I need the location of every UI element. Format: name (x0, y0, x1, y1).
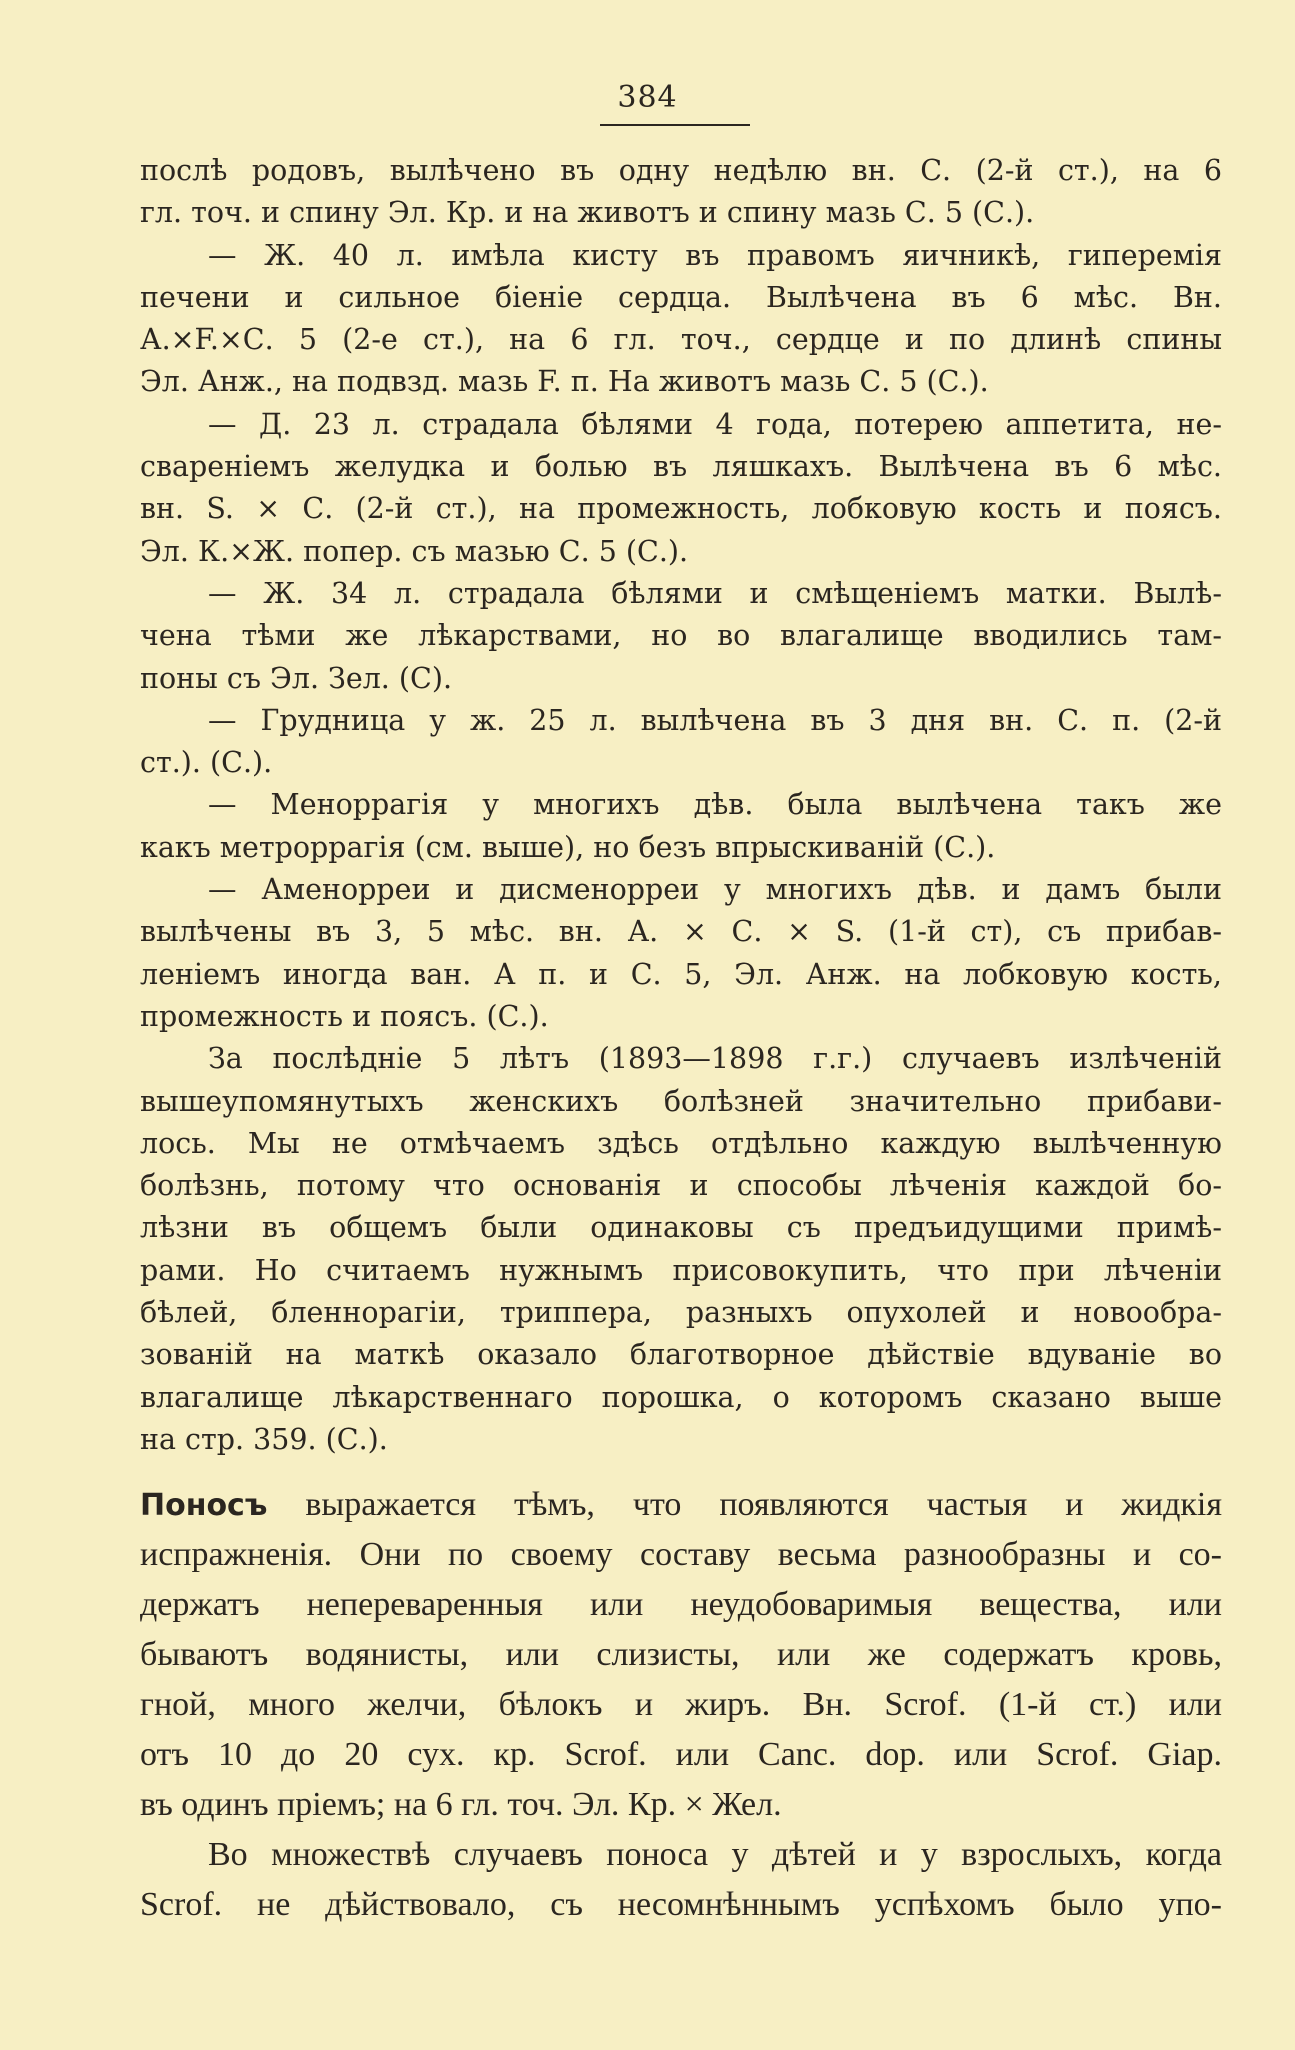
section-gynecology-text (140, 150, 1222, 1461)
text-line: Во множествѣ случаевъ поноса у дѣтей и у взрослыхъ, когда (208, 1836, 1222, 1873)
text-line: гной, много желчи, бѣлокъ и жиръ. Вн. Scrof. (1-й ст.) или (140, 1686, 1222, 1723)
text-line: — Ж. 34 л. страдала бѣлями и смѣщеніемъ матки. Вылѣ- (208, 576, 1222, 610)
text-line: лѣзни въ общемъ были одинаковы съ предъидущими примѣ- (140, 1211, 1222, 1245)
text-line: зованій на маткѣ оказало благотворное дѣйствіе вдуваніе во (140, 1338, 1222, 1372)
text-line: свареніемъ желудка и болью въ ляшкахъ. Вылѣчена въ 6 мѣс. (140, 450, 1222, 484)
text-line: А.×F.×С. 5 (2-е ст.), на 6 гл. точ., сердце и по длинѣ спины (140, 323, 1222, 357)
text-line: вн. S. × С. (2-й ст.), на промежность, лобковую кость и поясъ. (140, 492, 1222, 526)
text-line: — Д. 23 л. страдала бѣлями 4 года, потерею аппетита, не- (208, 407, 1222, 441)
text-line: чена тѣми же лѣкарствами, но во влагалище вводились там- (140, 619, 1222, 653)
text-line: За послѣдніе 5 лѣтъ (1893—1898 г.г.) случаевъ излѣченій (208, 1042, 1222, 1076)
text-line: — Ж. 40 л. имѣла кисту въ правомъ яичникѣ, гиперемія (208, 238, 1222, 272)
text-line: Scrof. не дѣйствовало, съ несомнѣннымъ успѣхомъ было упо- (140, 1886, 1222, 1923)
text-line: послѣ родовъ, вылѣчено въ одну недѣлю вн. С. (2-й ст.), на 6 (140, 154, 1222, 187)
text-line: влагалище лѣкарственнаго порошка, о которомъ сказано выше (140, 1380, 1222, 1414)
text-line: вылѣчены въ 3, 5 мѣс. вн. А. × С. × S. (1-й ст), съ прибав- (140, 915, 1222, 949)
section-heading-word: Поносъ (140, 1488, 268, 1523)
text-line: въ одинъ пріемъ; на 6 гл. точ. Эл. Кр. × Жел. (140, 1786, 782, 1823)
text-line: лось. Мы не отмѣчаемъ здѣсь отдѣльно каждую вылѣченную (140, 1126, 1222, 1160)
text-line: — Меноррагія у многихъ дѣв. была вылѣчена такъ же (208, 788, 1222, 822)
text-line: поны съ Эл. Зел. (С). (140, 661, 453, 695)
text-line: вышеупомянутыхъ женскихъ болѣзней значительно прибави- (140, 1084, 1222, 1118)
text-line: бѣлей, бленнорагіи, триппера, разныхъ опухолей и новообра- (140, 1296, 1222, 1330)
text-line: — Аменорреи и дисменорреи у многихъ дѣв. и дамъ были (208, 873, 1222, 907)
text-line: держатъ непереваренныя или неудобоваримыя вещества, или (140, 1586, 1222, 1623)
text-line: печени и сильное біеніе сердца. Вылѣчена въ 6 мѣс. Вн. (140, 280, 1222, 314)
text-line: — Грудница у ж. 25 л. вылѣчена въ 3 дня вн. С. п. (2-й (208, 703, 1222, 737)
text-line: на стр. 359. (С.). (140, 1422, 388, 1456)
text-line: испражненія. Они по своему составу весьма разнообразны и со- (140, 1536, 1222, 1573)
text-line: ст.). (С.). (140, 746, 273, 780)
text-line: отъ 10 до 20 сух. кр. Scrof. или Canc. dop. или Scrof. Giap. (140, 1736, 1222, 1773)
text-line: леніемъ иногда ван. А п. и С. 5, Эл. Анж. на лобковую кость, (140, 957, 1222, 991)
text-line: гл. точ. и спину Эл. Кр. и на животъ и спину мазь С. 5 (С.). (140, 196, 1035, 230)
text-line (140, 1480, 1222, 1530)
text-line: Эл. К.×Ж. попер. съ мазью С. 5 (С.). (140, 534, 689, 568)
header-rule (600, 124, 750, 126)
text-line: промежность и поясъ. (С.). (140, 999, 549, 1033)
text-line: бываютъ водянисты, или слизисты, или же содержатъ кровь, (140, 1636, 1222, 1673)
text-line: Эл. Анж., на подвзд. мазь F. п. На животъ мазь С. 5 (С.). (140, 365, 989, 399)
text-line: какъ метроррагія (см. выше), но безъ впрыскиваній (С.). (140, 830, 996, 864)
text-line: рами. Но считаемъ нужнымъ присовокупить, что при лѣченіи (140, 1253, 1222, 1287)
section-diarrhea-text (140, 1480, 1222, 1930)
page-number: 384 (617, 80, 678, 115)
heading-continuation: выражается тѣмъ, что появляются частыя и жидкія (267, 1486, 1222, 1523)
text-line: болѣзнь, потому что основанія и способы лѣченія каждой бо- (140, 1169, 1222, 1203)
